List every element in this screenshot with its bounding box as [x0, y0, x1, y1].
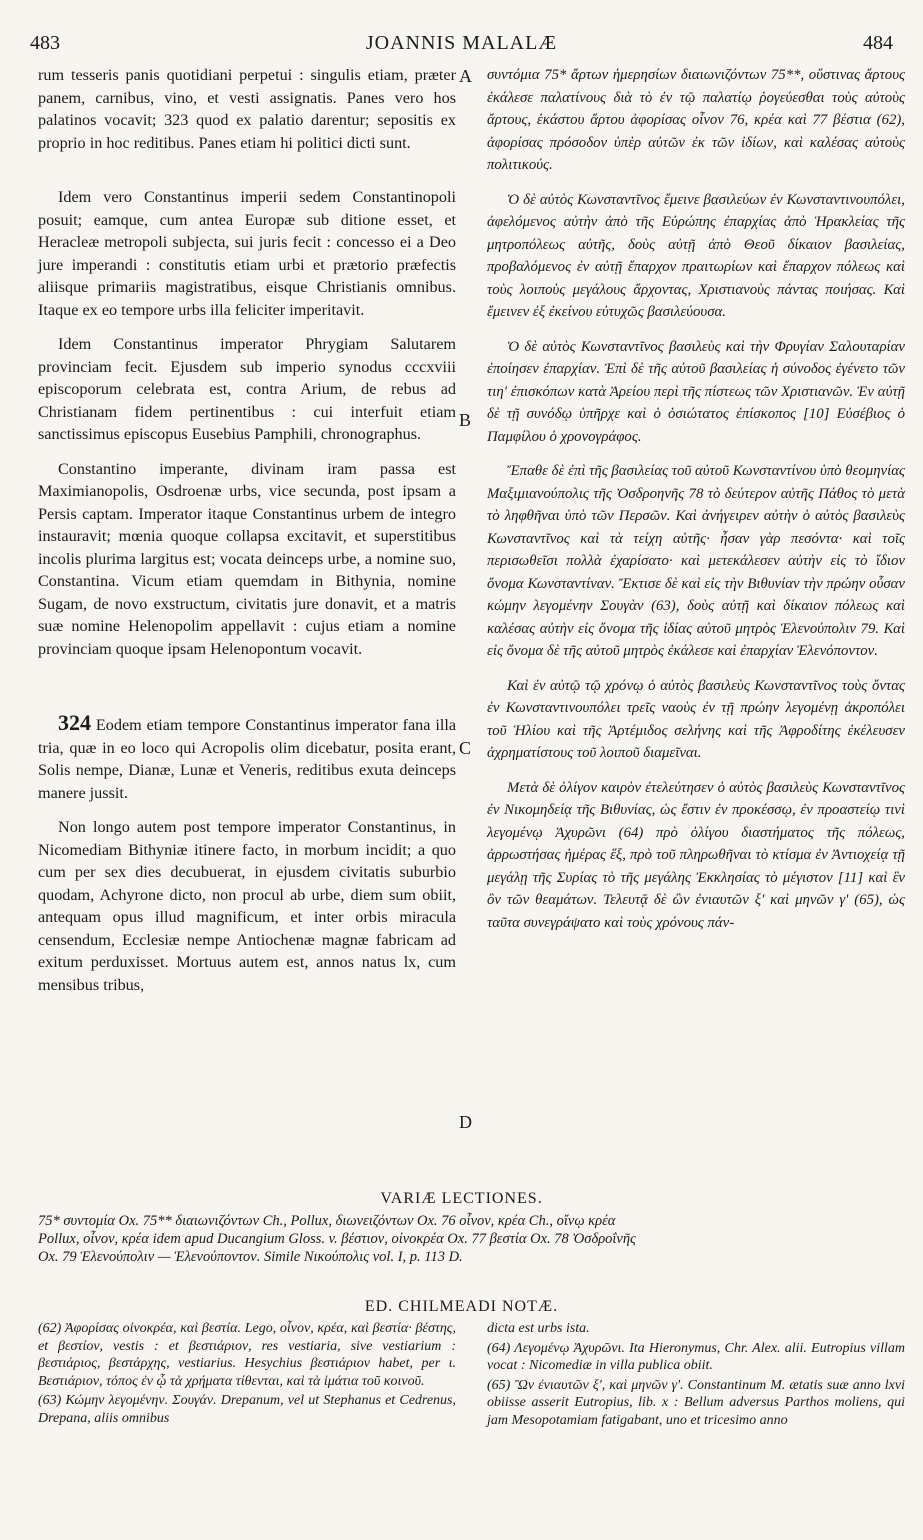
greek-paragraph: Ἔπαθε δὲ ἐπὶ τῆς βασιλείας τοῦ αὐτοῦ Κωνσταντίνου ὑπὸ θεομηνίας Μαξιμιανούπολις τῆς Ὀσδροηνῆς 78 τὸ δεύτερον αὐτῆς Πάθος τὸ μετὰ τὸ ληφθῆναι ὑπὸ τῶν Περσῶν. Καὶ ἀνήγειρεν αὐτὴν ὁ αὐτὸς βασιλεὺς Κωνσταντῖνος καὶ τὰ τείχη αὐτῆς· ἦσαν γὰρ πεσόντα· καὶ τοῖς περισωθεῖσι πολλὰ ἐχαρίσατο· καὶ μετεκάλεσεν αὐτὴν εἰς τὸ ἴδιον ὄνομα Κωνσταντίναν. Ἔκτισε δὲ καὶ εἰς τὴν Βιθυνίαν τὴν πρώην οὖσαν κώμην λεγομένην Σουγὰν (63), δοὺς αὐτῇ καὶ δίκαιον πόλεως καὶ καλέσας αὐτὴν εἰς ὄνομα τῆς ἰδίας αὐτοῦ μητρὸς Ἑλενούπολιν 79. Καὶ εἰς ὄνομα δὲ τῆς αὐτοῦ μητρὸς ἐκάλεσε καὶ ἐπαρχίαν Ἑλενόποντον.	[487, 463, 905, 659]
notes-left-column	[38, 1320, 456, 1430]
variae-lectiones	[38, 1212, 893, 1266]
footnote: (63) Κώμην λεγομένην. Σουγάν. Drepanum, vel ut Stephanus et Cedrenus, Drepana, aliis omnibus	[38, 1393, 456, 1426]
margin-letter-d: D	[459, 1112, 472, 1132]
running-header	[30, 32, 893, 60]
latin-paragraph: Idem vero Constantinus imperii sedem Constantinopoli posuit; eamque, cum antea Europæ sub ditione esset, et Heracleæ metropoli subjecta, sui juris fecit : concesso ei a Deo jure imperandi : constitutis etiam urbi et prætorio præfectis aliisque primariis magistratibus, eisque Christianis omnibus. Itaque ex eo tempore urbs illa feliciter imperitavit.	[38, 188, 456, 319]
footnote-continuation: dicta est urbs ista.	[487, 1321, 590, 1336]
greek-paragraph: Ὁ δὲ αὐτὸς Κωνσταντῖνος ἔμεινε βασιλεύων ἐν Κωνσταντινουπόλει, ἀφελόμενος αὐτὴν ἀπὸ τῆς Εὐρώπης ἐπαρχίας ἀπὸ Ἡρακλείας τῆς μητροπόλεως αὐτῆς, δοὺς αὐτῇ ἀπὸ Θεοῦ δίκαιον βασιλείας, προβαλόμενος ἐν αὐτῇ ἔπαρχον πραιτωρίων καὶ ἔπαρχον πόλεως καὶ τοὺς λοιποὺς μεγάλους ἄρχοντας, Χριστιανοὺς πάντας ποιήσας. Καὶ ἔμεινεν ἐξ ἐκείνου εὐτυχῶς βασιλεύουσα.	[487, 191, 905, 320]
footnote: (62) Ἀφορίσας οἰνοκρέα, καὶ βεστία. Lego, οἶνον, κρέα, καὶ βεστία· βέστης, et βεστίον, vestis : et βεστιάριον, res vestiaria, sive vestiarium : βεστιάριος, βεστάρχης, vestiarius. Hesychius βεστιάριον habet, per ι. Βεστιάριον, τόπος ἐν ᾧ τὰ χρήματα τίθενται, καὶ τὰ ἱμάτια τοῦ κοινοῦ.	[38, 1321, 456, 1389]
notes-title: ED. CHILMEADI NOTÆ.	[364, 1298, 559, 1315]
greek-paragraph: Μετὰ δὲ ὀλίγον καιρὸν ἐτελεύτησεν ὁ αὐτὸς βασιλεὺς Κωνσταντῖνος ἐν Νικομηδείᾳ τῆς Βιθυνίας, ὡς ἔστιν ἐν προκέσσῳ, ἐν προαστείῳ τινὶ λεγομένῳ Ἀχυρῶνι (64) πρὸ ὀλίγου διαστήματος τῆς πόλεως, ἀρρωστήσας ἡμέρας ἕξ, πρὸ τοῦ πληρωθῆναι τὸ κτίσμα ἐν Ἀντιοχείᾳ τῇ μεγάλῃ τῆς Συρίας τὸ τῆς μεγάλης Ἐκκλησίας τὸ μέγιστον [11] καὶ ἓν ὂν τῶν θεαμάτων. Τελευτᾷ δὲ ὢν ἐνιαυτῶν ξ' καὶ μηνῶν γ' (65), ὡς ταῦτα συνεγράψατο καὶ τοὺς χρόνους πάν-	[487, 779, 905, 931]
latin-paragraph: Non longo autem post tempore imperator Constantinus, in Nicomediam Bithyniæ itinere facto, in morbum incidit; a quo cum per sex dies decubuerat, in ejusdem civitatis suburbio quodam, Achyrone dicto, non procul ab urbe, diem sum obiit, antequam opus illud magnificum, et inter orbis miracula censendum, Ecclesiæ nempe Antiochenæ magnæ fabricam ad exitum perduxisset. Mortuus autem est, annos natus lx, cum mensibus tribus,	[38, 818, 456, 994]
greek-column	[487, 64, 905, 946]
variae-lectiones-title: VARIÆ LECTIONES.	[380, 1190, 543, 1207]
page-number-right: 484	[863, 32, 893, 54]
latin-paragraph: Idem Constantinus imperator Phrygiam Salutarem provinciam fecit. Ejusdem sub imperio synodus cccxviii episcoporum celebrata est, contra Arium, de rebus ad Christianam fidem pertinentibus : cui interfuit etiam sanctissimus episcopus Eusebius Pamphili, chronographus.	[38, 335, 456, 443]
page-number-left: 483	[30, 32, 60, 54]
margin-letter-b: B	[459, 410, 472, 430]
variant-line: Pollux, οἶνον, κρέα idem apud Ducangium Gloss. v. βέστιον, οἰνοκρέα Ox. 77 βεστία Ox. 78 Ὀσδροΐνῆς	[38, 1231, 636, 1247]
footnote: (65) Ὢν ἐνιαυτῶν ξ', καὶ μηνῶν γ'. Constantinum M. ætatis suæ anno lxvi obiisse asserit Eutropius, lib. x : Bellum adversus Parthos moliens, qui jam Mesopotamiam fatigabant, uno et tricesimo anno	[487, 1377, 905, 1428]
margin-letter-c: C	[459, 738, 472, 758]
section-number: 324	[58, 710, 91, 735]
latin-paragraph: rum tesseris panis quotidiani perpetui : singulis etiam, præter panem, carnibus, vino, et vesti assignatis. Panes vero hos palatinos vocavit; 323 quod ex palatio darentur; sepositis ex proprio in hoc reditibus. Panes etiam hi politici dicti sunt.	[38, 66, 456, 152]
greek-paragraph: Ὁ δὲ αὐτὸς Κωνσταντῖνος βασιλεὺς καὶ τὴν Φρυγίαν Σαλουταρίαν ἐποίησεν ἐπαρχίαν. Ἐπὶ δὲ τῆς αὐτοῦ βασιλείας ἡ σύνοδος ἐγένετο τῶν τιη' ἐπισκόπων κατὰ Ἀρείου περὶ τῆς πίστεως τῶν Χριστιανῶν. Ἐν αὐτῇ δὲ τῇ συνόδῳ ὑπῆρχε καὶ ὁ ὁσιώτατος ἐπίσκοπος [10] Εὐσέβιος ὁ Παμφίλου ὁ χρονογράφος.	[487, 338, 905, 445]
greek-paragraph: συντόμια 75* ἄρτων ἡμερησίων διαιωνιζόντων 75**, οὕστινας ἄρτους ἐκάλεσε παλατίνους διὰ τὸ ἐν τῷ παλατίῳ ῥογεύεσθαι τοὺς αὐτοὺς ἄρτους, ἑκάστου ἄρτου ἀφορίσας οἶνον 76, κρέα καὶ 77 βέστια (62), ἀφορίσας πρόσοδον ὑπὲρ αὐτῶν ἐκ τῶν ἰδίων, καὶ καλέσας αὐτοὺς πολιτικούς.	[487, 67, 905, 173]
variant-line: Ox. 79 Ἑλενούπολιν — Ἑλενούποντον. Simile Νικούπολις vol. I, p. 113 D.	[38, 1249, 463, 1265]
latin-paragraph-text: Eodem etiam tempore Constantinus imperator fana illa tria, quæ in eo loco qui Acropolis olim dicebatur, posita erant, Solis nempe, Dianæ, Lunæ et Veneris, reditibus exuta deinceps manere jussit.	[38, 716, 457, 802]
footnote: (64) Λεγομένῳ Ἀχυρῶνι. Ita Hieronymus, Chr. Alex. alii. Eutropius villam vocat : Nicomediæ in villa publica obiit.	[487, 1340, 905, 1374]
running-title: JOANNIS MALALÆ	[365, 32, 558, 54]
greek-paragraph: Καὶ ἐν αὐτῷ τῷ χρόνῳ ὁ αὐτὸς βασιλεὺς Κωνσταντῖνος τοὺς ὄντας ἐν Κωνσταντινουπόλει τρεῖς ναοὺς ἐν τῇ πρώην λεγομένῃ ἀκροπόλει τοῦ Ἡλίου καὶ τῆς Ἀρτέμιδος σελήνης καὶ τῆς Ἀφροδίτης ἐκέλευσεν ἀχρηματίστους τοῦ λοιποῦ διαμεῖναι.	[487, 677, 905, 761]
variant-line: 75* συντομία Ox. 75** διαιωνιζόντων Ch., Pollux, διωνειζόντων Ox. 76 οἶνον, κρέα Ch., οἴνῳ κρέα	[38, 1213, 616, 1229]
latin-column	[38, 64, 456, 1008]
margin-letter-a: A	[459, 66, 472, 86]
latin-paragraph	[38, 712, 456, 804]
notes-right-column	[487, 1320, 905, 1432]
latin-paragraph: Constantino imperante, divinam iram passa est Maximianopolis, Osdroenæ urbs, vice secunda, post ipsam a Persis captam. Imperator itaque Constantinus urbem de integro instauravit; mœnia quoque collapsa excitavit, et superstitibus incolis plurima largitus est; vocata deinceps urbe, a nomine suo, Constantina. Vicum etiam quemdam in Bithynia, nomine Sugam, de novo exstructum, civitatis jure donavit, et a matris suæ nomine Helenopolim appellavit : cujus etiam a nomine provinciam quoque ipsam Helenopontum vocavit.	[38, 459, 456, 658]
